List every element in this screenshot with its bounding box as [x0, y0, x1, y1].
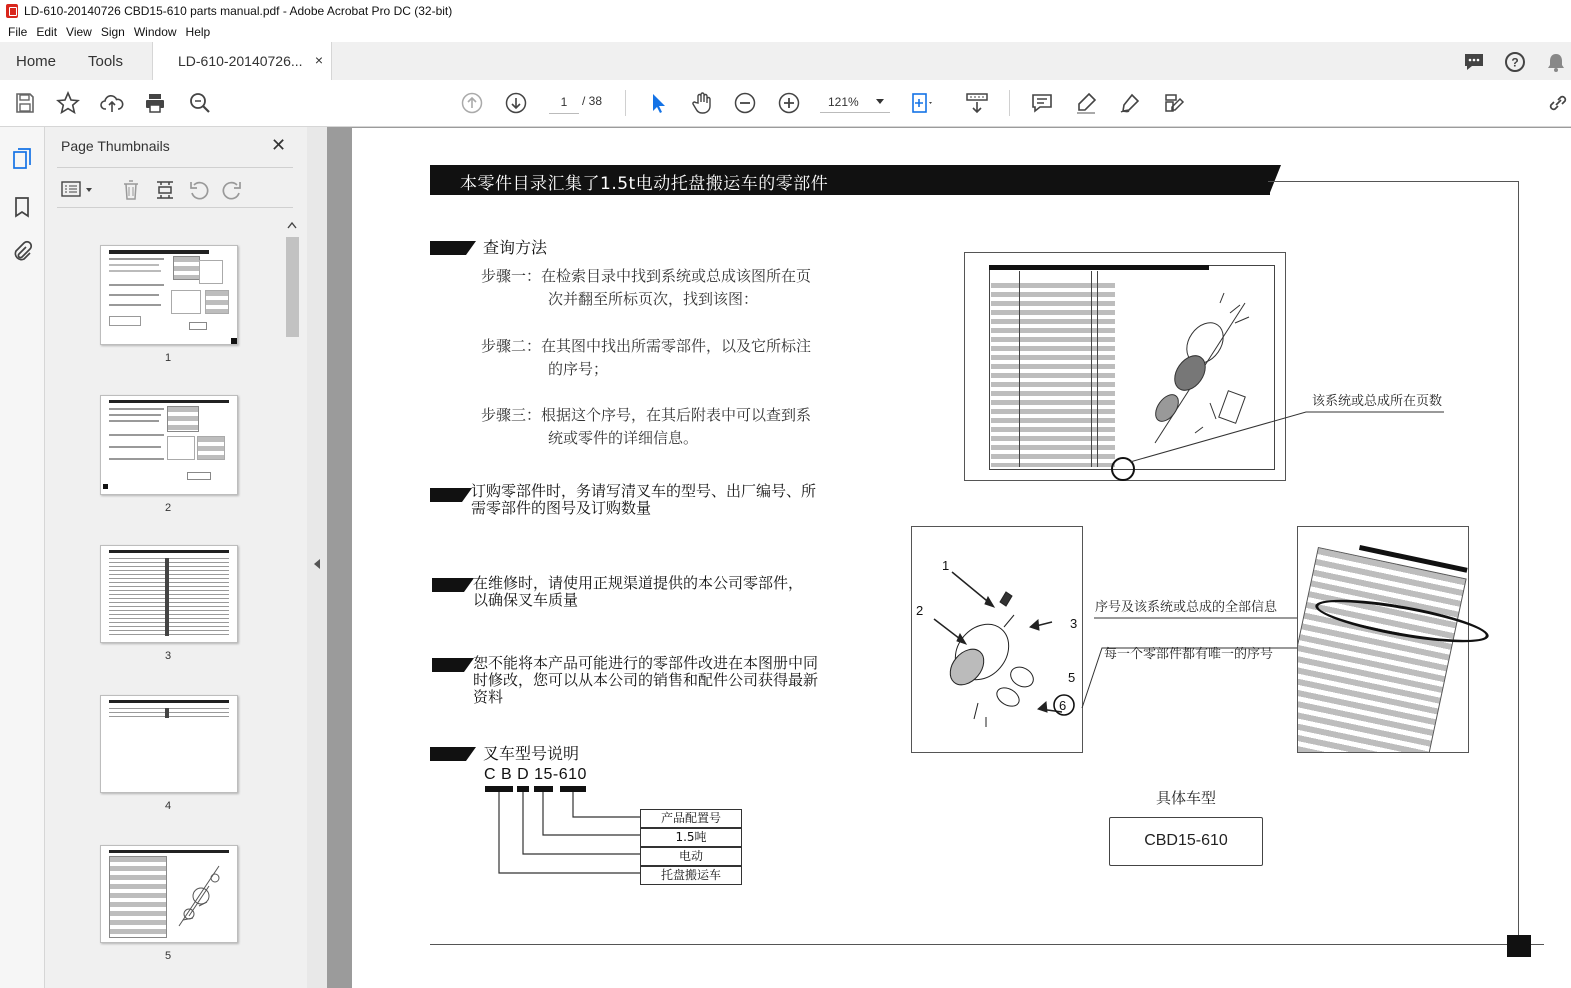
- insert-page-icon[interactable]: [155, 179, 175, 201]
- panel-divider: [57, 207, 293, 208]
- tab-bar: [0, 42, 1571, 81]
- attachments-paperclip-icon[interactable]: [11, 239, 33, 263]
- callout-number-5: 5: [1068, 670, 1076, 685]
- thumbnail-page-number: 3: [164, 650, 172, 662]
- callout-info: 序号及该系统或总成的全部信息: [1095, 600, 1278, 615]
- delete-page-icon[interactable]: [121, 179, 141, 201]
- page-thumbnail[interactable]: [100, 245, 238, 345]
- thumbnail-scrollbar[interactable]: [285, 219, 299, 988]
- share-link-icon[interactable]: [1546, 91, 1570, 115]
- thumbnail-options-icon[interactable]: [61, 179, 95, 199]
- print-icon[interactable]: [143, 91, 167, 115]
- section-marker: [430, 241, 466, 255]
- upload-cloud-icon[interactable]: [100, 91, 124, 115]
- banner-tail: [1269, 165, 1281, 195]
- page-thumbnails-panel: [45, 127, 308, 988]
- model-section-title: 叉车型号说明: [483, 744, 580, 763]
- page-thumbnails-icon[interactable]: [11, 147, 33, 171]
- pdf-app-icon: [6, 4, 18, 18]
- find-zoom-icon[interactable]: [188, 91, 212, 115]
- rotate-counterclockwise-icon[interactable]: [188, 179, 210, 201]
- page-thumbnail[interactable]: [100, 695, 238, 793]
- hand-tool-icon[interactable]: [690, 91, 714, 115]
- menu-view[interactable]: View: [66, 25, 92, 39]
- title-bar: [0, 0, 1571, 22]
- page-fit-icon[interactable]: [909, 91, 933, 115]
- menu-edit[interactable]: Edit: [36, 25, 58, 39]
- specific-model-box: [1109, 817, 1263, 866]
- menu-window[interactable]: Window: [133, 25, 177, 39]
- step1-line1: 步骤一：在检索目录中找到系统或总成该图所在页: [481, 267, 812, 285]
- step2-line1: 步骤二：在其图中找出所需零部件，以及它所标注: [481, 337, 812, 355]
- frame-right-line: [1518, 181, 1519, 951]
- code-label-tonnage: 1.5吨: [640, 828, 742, 847]
- section-marker: [432, 658, 464, 672]
- frame-top-line: [1268, 181, 1519, 182]
- panel-title: Page Thumbnails: [61, 138, 170, 154]
- zoom-out-icon[interactable]: [733, 91, 757, 115]
- frame-bottom-line: [430, 944, 1544, 945]
- pdf-page: [352, 128, 1571, 988]
- assembly-drawing: [912, 527, 1082, 752]
- code-label-electric: 电动: [640, 847, 742, 866]
- zoom-in-icon[interactable]: [777, 91, 801, 115]
- svg-text:?: ?: [1511, 55, 1519, 70]
- menu-help[interactable]: Help: [185, 25, 211, 39]
- page-thumbnail[interactable]: [100, 845, 238, 943]
- navigation-rail: [0, 127, 45, 988]
- scroll-up-icon[interactable]: [287, 221, 297, 229]
- callout-number-3: 3: [1070, 616, 1078, 631]
- repair-note-line1: 在维修时，请使用正规渠道提供的本公司零部件，: [473, 574, 804, 592]
- collapse-panel-icon[interactable]: [314, 559, 320, 569]
- notice-line3: 资料: [473, 688, 504, 706]
- order-note-line2: 需零部件的图号及订购数量: [471, 499, 652, 517]
- tab-home[interactable]: Home: [16, 53, 57, 70]
- specific-model-value: CBD15-610: [1144, 832, 1228, 849]
- scroll-mode-icon[interactable]: [965, 91, 989, 115]
- page-thumbnail[interactable]: [100, 545, 238, 643]
- thumbnail-page-number: 4: [164, 800, 172, 812]
- step3-line2: 统或零件的详细信息。: [548, 429, 699, 447]
- banner-title: 本零件目录汇集了1.5t电动托盘搬运车的零部件: [460, 174, 829, 194]
- menu-sign[interactable]: Sign: [100, 25, 125, 39]
- step2-line2: 的序号；: [548, 360, 609, 378]
- assembly-figure: [911, 526, 1083, 753]
- page-thumbnail[interactable]: [100, 395, 238, 495]
- help-icon[interactable]: [1504, 51, 1526, 73]
- thumbnail-page-number: 1: [164, 352, 172, 364]
- bookmarks-icon[interactable]: [11, 195, 33, 219]
- page-number-input[interactable]: [549, 91, 579, 114]
- bookmark-star-icon[interactable]: [56, 91, 80, 115]
- model-code: C B D 15-610: [484, 766, 587, 783]
- zoom-select[interactable]: [820, 92, 890, 113]
- edit-pdf-icon[interactable]: [1162, 91, 1186, 115]
- tab-document-label: LD-610-20140726...: [178, 53, 303, 69]
- rotate-clockwise-icon[interactable]: [221, 179, 243, 201]
- menu-file[interactable]: File: [8, 25, 28, 39]
- code-label-config: 产品配置号: [640, 809, 742, 828]
- section-marker: [432, 578, 464, 592]
- page-count: / 38: [582, 94, 603, 108]
- tab-close-icon[interactable]: ×: [314, 52, 323, 68]
- repair-note-line2: 以确保叉车质量: [473, 591, 579, 609]
- specific-model-label: 具体车型: [1156, 789, 1217, 807]
- order-note-line1: 订购零部件时，务请写清叉车的型号、出厂编号、所: [471, 482, 817, 500]
- notification-bell-icon[interactable]: [1545, 51, 1567, 73]
- window-title: LD-610-20140726 CBD15-610 parts manual.pdf - Adobe Acrobat Pro DC (32-bit): [24, 4, 453, 18]
- toolbar-separator: [625, 90, 626, 116]
- callout-unique-number: 每一个零部件都有唯一的序号: [1104, 647, 1274, 662]
- corner-marker: [1507, 935, 1531, 957]
- add-comment-icon[interactable]: [1030, 91, 1054, 115]
- step3-line1: 步骤三：根据这个序号，在其后附表中可以查到系: [481, 406, 812, 424]
- callout-number-2: 2: [916, 603, 924, 618]
- section-query-title: 查询方法: [483, 238, 548, 257]
- close-panel-icon[interactable]: ✕: [271, 135, 287, 155]
- thumbnail-page-number: 2: [164, 502, 172, 514]
- panel-splitter[interactable]: [307, 127, 327, 988]
- chevron-down-icon: [876, 99, 884, 104]
- step1-line2: 次并翻至所标页次，找到该图：: [548, 290, 759, 308]
- menu-bar: [0, 22, 1571, 42]
- callout-number-6: 6: [1059, 698, 1067, 713]
- callout-number-1: 1: [942, 558, 950, 573]
- highlight-pen-icon[interactable]: [1074, 91, 1098, 115]
- code-label-pallet-truck: 托盘搬运车: [640, 866, 742, 885]
- section-marker: [430, 488, 462, 502]
- scrollbar-thumb[interactable]: [286, 237, 299, 337]
- previous-page-icon[interactable]: [460, 91, 484, 115]
- zoom-value: 121%: [828, 95, 859, 109]
- tab-tools[interactable]: Tools: [88, 53, 124, 70]
- select-cursor-icon[interactable]: [646, 91, 670, 115]
- notice-line1: 恕不能将本产品可能进行的零部件改进在本图册中同: [473, 654, 819, 672]
- callout-leader-line: [1110, 400, 1450, 470]
- section-marker: [430, 747, 466, 761]
- panel-divider: [57, 167, 293, 168]
- next-page-icon[interactable]: [504, 91, 528, 115]
- comment-bubble-icon[interactable]: [1463, 51, 1485, 73]
- callout-page-number: 该系统或总成所在页数: [1312, 394, 1443, 409]
- sign-pen-icon[interactable]: [1118, 91, 1142, 115]
- toolbar-separator: [1009, 90, 1010, 116]
- thumbnail-page-number: 5: [164, 950, 172, 962]
- save-icon[interactable]: [13, 91, 37, 115]
- toolbar: [0, 80, 1571, 127]
- tab-document[interactable]: [152, 42, 332, 81]
- notice-line2: 时修改，您可以从本公司的销售和配件公司获得最新: [473, 671, 819, 689]
